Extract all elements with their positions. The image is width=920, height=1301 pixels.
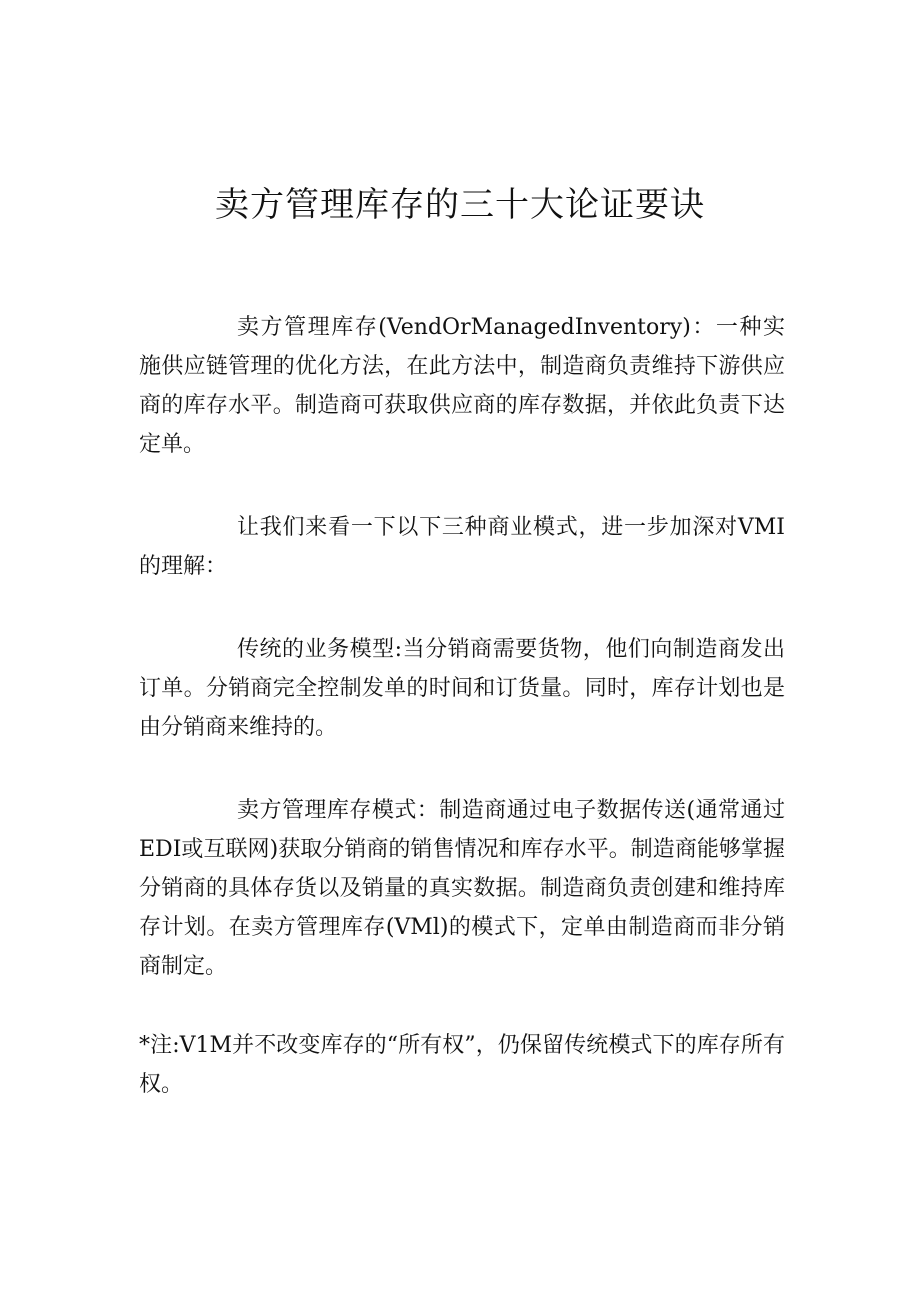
paragraph-vmi-definition: 卖方管理库存(VendOrManagedInventory)：一种实施供应链管理的优化方法，在此方法中，制造商负责维持下游供应商的库存水平。制造商可获取供应商的库存数据，并依此负责下达定单。 xyxy=(139,315,785,457)
paragraph-spacer xyxy=(139,747,785,791)
paragraph-spacer xyxy=(139,586,785,630)
paragraph-spacer xyxy=(139,464,785,508)
document-body xyxy=(139,308,785,1104)
paragraph-three-models-intro: 让我们来看一下以下三种商业模式，进一步加深对VMI的理解： xyxy=(139,515,785,579)
document-title: 卖方管理库存的三十大论证要诀 xyxy=(215,185,705,225)
paragraph-vmi-model: 卖方管理库存模式：制造商通过电子数据传送(通常通过EDI或互联网)获取分销商的销售情况和库存水平。制造商能够掌握分销商的具体存货以及销量的真实数据。制造商负责创建和维持库存计划。在卖方管理库存(VMl)的模式下，定单由制造商而非分销商制定。 xyxy=(139,798,785,979)
note-paragraph: *注:V1M并不改变库存的“所有权”，仍保留传统模式下的库存所有权。 xyxy=(139,1033,785,1097)
paragraph-traditional-model: 传统的业务模型:当分销商需要货物，他们向制造商发出订单。分销商完全控制发单的时间和订货量。同时，库存计划也是由分销商来维持的。 xyxy=(139,637,785,740)
paragraph-spacer xyxy=(139,986,785,1026)
